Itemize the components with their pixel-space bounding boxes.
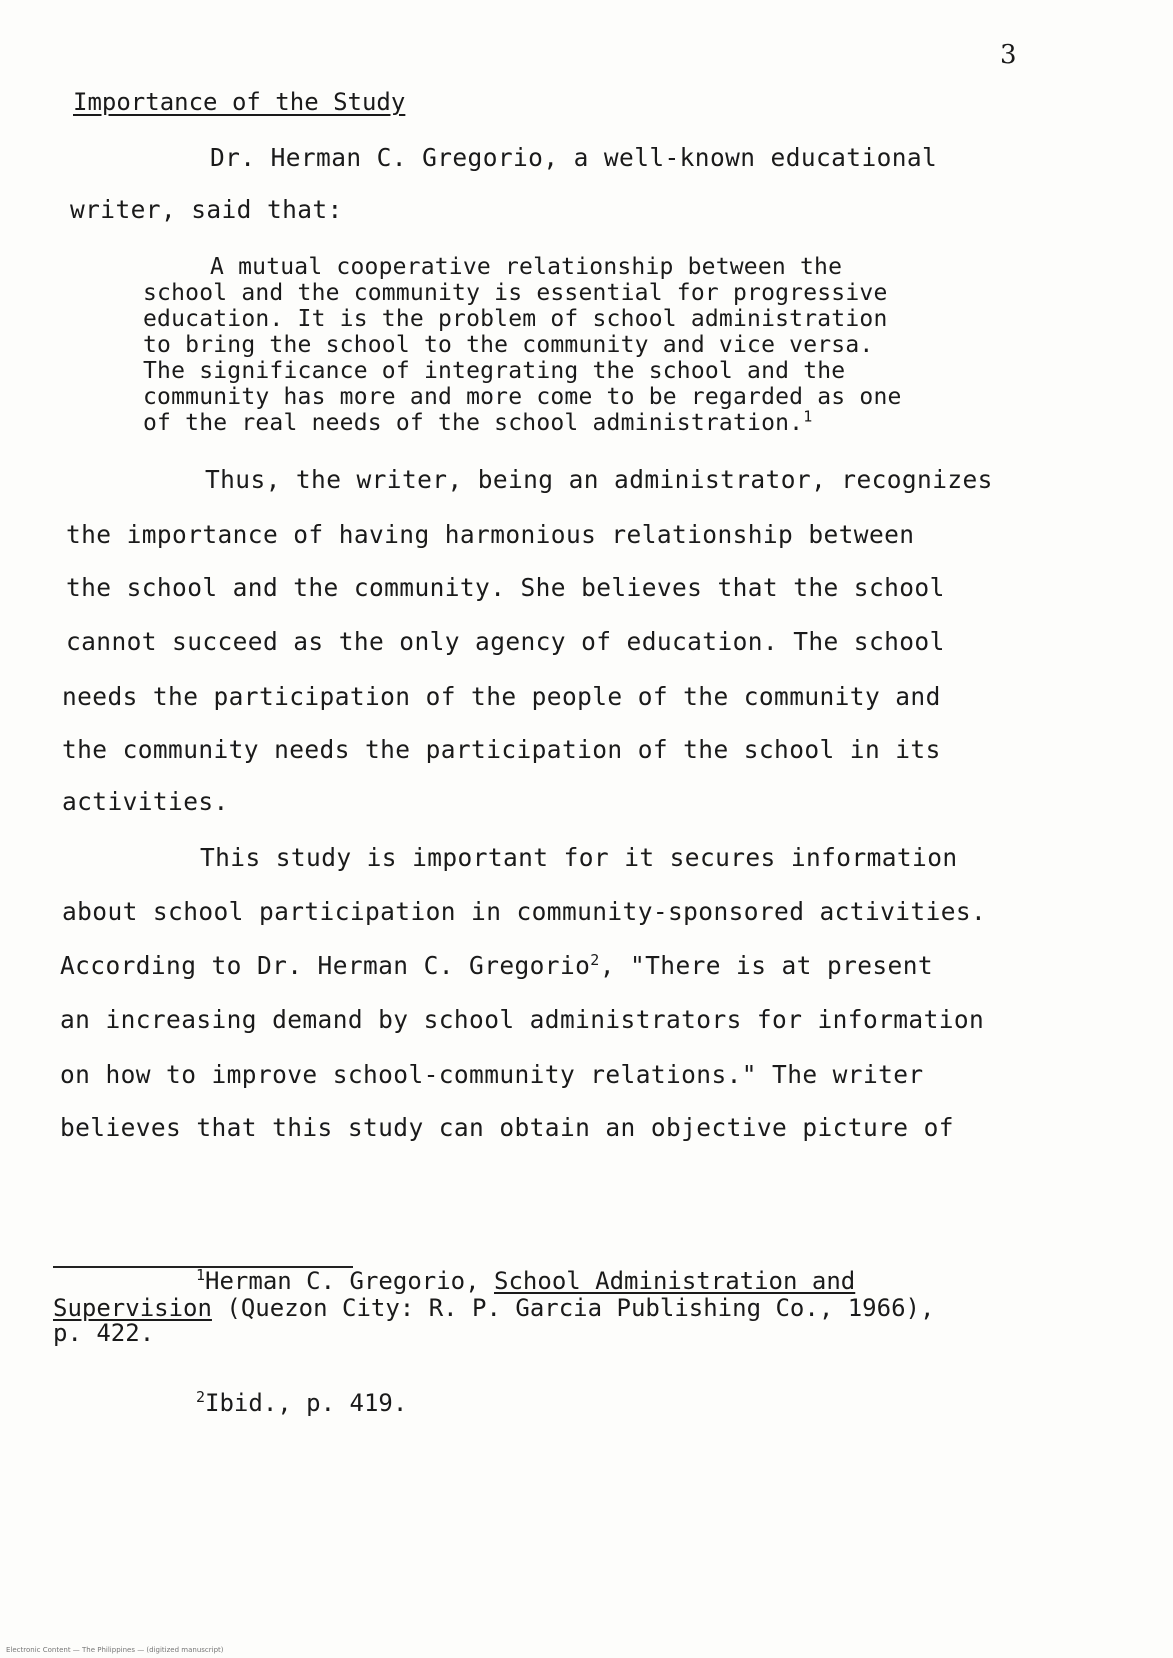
quote-line-2: school and the community is essential for progressive xyxy=(143,280,888,306)
para3-line-2: about school participation in community-sponsored activities. xyxy=(62,897,987,926)
para3-line-3-after: , "There is at present xyxy=(599,951,934,980)
footnote-2-mark: 2 xyxy=(196,1388,206,1406)
footnote-2-text: Ibid., p. 419. xyxy=(205,1389,408,1417)
quote-line-7-text: of the real needs of the school administration. xyxy=(143,410,804,436)
footnote-2 xyxy=(196,1390,407,1417)
para3-line-6: believes that this study can obtain an objective picture of xyxy=(60,1113,954,1142)
quote-line-5: The significance of integrating the school and the xyxy=(143,358,846,384)
footnote-1-mark: 1 xyxy=(196,1266,206,1284)
para2-line-1: Thus, the writer, being an administrator, recognizes xyxy=(205,465,993,494)
para2-line-5: needs the participation of the people of the community and xyxy=(62,682,941,711)
page-number: 3 xyxy=(1000,40,1017,70)
footnote-1-title-part2: Supervision xyxy=(53,1294,212,1322)
footnote-1-line-1 xyxy=(196,1268,855,1295)
intro-line-2: writer, said that: xyxy=(70,195,343,224)
quote-line-7 xyxy=(143,407,813,437)
para2-line-2: the importance of having harmonious relationship between xyxy=(66,520,915,549)
footnote-ref-2: 2 xyxy=(590,950,600,969)
footnote-1-title-part1: School Administration and xyxy=(494,1267,856,1295)
section-heading: Importance of the Study xyxy=(73,88,406,116)
footnote-ref-1: 1 xyxy=(803,407,813,426)
footnote-1-publisher: (Quezon City: R. P. Garcia Publishing Co., 1966), xyxy=(211,1294,935,1322)
quote-line-6: community has more and more come to be regarded as one xyxy=(143,384,902,410)
para2-line-4: cannot succeed as the only agency of education. The school xyxy=(66,627,945,656)
para2-line-7: activities. xyxy=(62,787,229,816)
quote-line-4: to bring the school to the community and vice versa. xyxy=(143,332,874,358)
para3-line-3-before: According to Dr. Herman C. Gregorio xyxy=(60,951,591,980)
footnote-1-author: Herman C. Gregorio, xyxy=(205,1267,495,1295)
quote-line-3: education. It is the problem of school administration xyxy=(143,306,888,332)
para2-line-6: the community needs the participation of the school in its xyxy=(62,735,941,764)
para3-line-4: an increasing demand by school administrators for information xyxy=(60,1005,985,1034)
scan-footer-text: Electronic Content — The Philippines — (digitized manuscript) xyxy=(6,1646,224,1654)
footnote-1-line-2 xyxy=(53,1295,934,1322)
para3-line-1: This study is important for it secures information xyxy=(200,843,958,872)
para3-line-3 xyxy=(60,951,933,980)
intro-line-1: Dr. Herman C. Gregorio, a well-known educational xyxy=(210,143,938,172)
quote-line-1: A mutual cooperative relationship between the xyxy=(210,254,843,280)
para3-line-5: on how to improve school-community relations." The writer xyxy=(60,1060,924,1089)
para2-line-3: the school and the community. She believes that the school xyxy=(66,573,945,602)
footnote-1-line-3: p. 422. xyxy=(53,1319,155,1347)
